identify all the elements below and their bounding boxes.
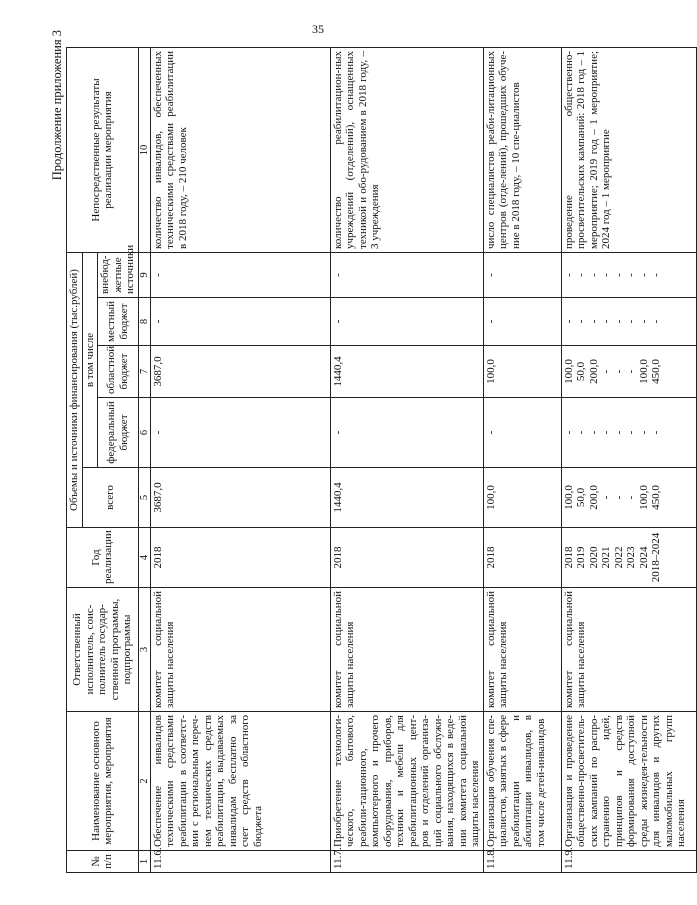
- row-responsible: комитет социальной защиты населения: [561, 588, 696, 712]
- row-federal-cell: [561, 398, 696, 468]
- row-number: 11.9.: [561, 851, 696, 873]
- row-total-cell: [561, 468, 696, 528]
- row-extra-value: -: [600, 273, 612, 277]
- row-extra-value: -: [637, 273, 650, 277]
- table-body: [138, 47, 696, 872]
- row-local-value: -: [612, 319, 625, 324]
- row-extra-cell: [483, 252, 561, 297]
- row-regional-value: 200,0: [587, 359, 600, 384]
- row-regional-value: 450,0: [650, 359, 662, 384]
- row-extra-cell: [150, 252, 330, 297]
- header-results: Непосредственные результаты реализации мероприятия: [67, 47, 139, 252]
- column-number: 10: [138, 47, 150, 252]
- row-federal-value: -: [600, 430, 612, 435]
- row-extra-value: -: [562, 273, 575, 277]
- row-regional-value: 1440,4: [331, 356, 344, 387]
- row-federal-cell: [483, 398, 561, 468]
- row-years-value: 2018: [151, 546, 164, 569]
- header-responsible: Ответственный исполнитель, соис-полнитель государ-ственной программы, подпрограммы: [67, 588, 139, 712]
- row-years-value: 2024: [637, 546, 650, 569]
- row-federal-value: -: [637, 430, 650, 435]
- row-years-value: 2021: [600, 546, 612, 569]
- row-federal-cell: [330, 398, 483, 468]
- row-number: 11.8.: [483, 851, 561, 873]
- column-number-row: [138, 47, 150, 872]
- row-local-value: -: [587, 319, 600, 324]
- table-row: [330, 47, 483, 872]
- header-local: местный бюджет: [98, 298, 139, 346]
- table-row: [483, 47, 561, 872]
- header-total: всего: [82, 468, 138, 528]
- row-number: 11.7.: [330, 851, 483, 873]
- row-local-value: -: [600, 319, 612, 324]
- row-years-cell: [561, 528, 696, 588]
- row-extra-value: -: [625, 273, 637, 277]
- row-years-value: 2018–2024: [650, 532, 662, 583]
- row-extra-value: -: [484, 273, 497, 277]
- row-regional-value: 100,0: [562, 359, 575, 384]
- row-regional-value: 100,0: [637, 359, 650, 384]
- row-local-value: -: [484, 319, 497, 324]
- row-regional-value: -: [625, 369, 637, 374]
- row-local-value: -: [151, 319, 164, 324]
- row-regional-value: -: [600, 369, 612, 374]
- column-number: 3: [138, 588, 150, 712]
- program-table: [66, 47, 697, 873]
- row-regional-value: 50,0: [575, 361, 587, 382]
- row-federal-value: -: [484, 430, 497, 435]
- document-body: [0, 5, 687, 905]
- row-years-value: 2020: [587, 546, 600, 569]
- header-regional: областной бюджет: [98, 346, 139, 398]
- column-number: 7: [138, 346, 150, 398]
- row-name: Обеспечение инвалидов техническими средствами реабилитации в соответст-вии с региональным переч-нем технических средств реабилитации, выдаваемых инвалидам бесплатно за счет средств областного бюджета: [150, 712, 330, 851]
- row-total-value: -: [600, 495, 612, 500]
- rotated-page: [0, 5, 687, 905]
- row-federal-value: -: [650, 430, 662, 435]
- row-extra-cell: [330, 252, 483, 297]
- column-number: 1: [138, 851, 150, 873]
- row-extra-value: -: [612, 273, 625, 277]
- row-years-cell: [150, 528, 330, 588]
- row-local-value: -: [625, 319, 637, 324]
- table-row: [150, 47, 330, 872]
- row-extra-value: -: [575, 273, 587, 277]
- row-regional-cell: [561, 346, 696, 398]
- column-number: 2: [138, 712, 150, 851]
- header-extra: внебюд-жетные источники: [98, 252, 139, 297]
- row-total-cell: [483, 468, 561, 528]
- row-extra-value: -: [331, 273, 344, 277]
- row-total-value: 1440,4: [331, 482, 344, 513]
- row-name: Организация и проведение общественно-просветитель-ских кампаний по распро-странению идей, принципов и средств формирования доступной среды жизнедея-тельности для инвалидов и других маломобильных групп населения: [561, 712, 696, 851]
- row-years-cell: [330, 528, 483, 588]
- row-local-value: -: [650, 319, 662, 324]
- row-total-value: -: [612, 495, 625, 500]
- row-years-value: 2023: [625, 546, 637, 569]
- row-regional-cell: [150, 346, 330, 398]
- row-result: проведение общественно-просветительских кампаний: 2018 год – 1 мероприятие; 2019 год – 1 мероприятие; 2024 год – 1 мероприятие: [561, 47, 696, 252]
- row-extra-value: -: [650, 273, 662, 277]
- row-name: Организация обучения спе-циалистов, занятых в сфере реабилитации и абилитации инвалидов, в том числе детей-инвалидов: [483, 712, 561, 851]
- row-local-value: -: [575, 319, 587, 324]
- row-years-value: 2019: [575, 546, 587, 569]
- row-extra-value: -: [151, 273, 164, 277]
- column-number: 5: [138, 468, 150, 528]
- header-name: Наименование основного мероприятия, мероприятия: [67, 712, 139, 851]
- header-including: в том числе: [82, 252, 98, 467]
- page-number: 35: [312, 22, 324, 36]
- row-local-cell: [330, 298, 483, 346]
- row-result: количество реабилитацион-ных учреждений (отделений), оснащенных техникой и обо-рудованием в 2018 году, – 3 учреждения: [330, 47, 483, 252]
- row-regional-cell: [330, 346, 483, 398]
- row-regional-cell: [483, 346, 561, 398]
- column-number: 4: [138, 528, 150, 588]
- row-years-value: 2018: [331, 546, 344, 569]
- column-number: 9: [138, 252, 150, 297]
- row-total-value: 450,0: [650, 485, 662, 510]
- row-local-value: -: [562, 319, 575, 324]
- row-local-cell: [483, 298, 561, 346]
- row-federal-value: -: [331, 430, 344, 435]
- row-years-value: 2018: [562, 546, 575, 569]
- row-federal-value: -: [625, 430, 637, 435]
- row-total-value: 200,0: [587, 485, 600, 510]
- header-federal: федеральный бюджет: [98, 398, 139, 468]
- row-years-cell: [483, 528, 561, 588]
- row-federal-value: -: [562, 430, 575, 435]
- column-number: 8: [138, 298, 150, 346]
- row-years-value: 2018: [484, 546, 497, 569]
- row-responsible: комитет социальной защиты населения: [330, 588, 483, 712]
- row-local-cell: [150, 298, 330, 346]
- row-total-value: 50,0: [575, 487, 587, 508]
- header-year: Год реализации: [67, 528, 139, 588]
- row-extra-value: -: [587, 273, 600, 277]
- row-total-value: 100,0: [484, 485, 497, 510]
- row-responsible: комитет социальной защиты населения: [150, 588, 330, 712]
- row-result: число специалистов реаби-литационных центров (отде-лений), прошедших обуче-ние в 2018 году, – 10 спе-циалистов: [483, 47, 561, 252]
- row-regional-value: 3687,0: [151, 356, 164, 387]
- row-total-cell: [150, 468, 330, 528]
- row-result: количество инвалидов, обеспеченных техническими средствами реабилитации в 2018 году, – 210 человек: [150, 47, 330, 252]
- continuation-title: Продолжение приложения 3: [50, 30, 64, 181]
- header-funding: Объемы и источники финансирования (тыс.рублей): [67, 252, 83, 527]
- header-no: № п/п: [67, 851, 139, 873]
- row-federal-value: -: [575, 430, 587, 435]
- table-row: [561, 47, 696, 872]
- row-local-value: -: [637, 319, 650, 324]
- row-federal-value: -: [151, 430, 164, 435]
- row-total-cell: [330, 468, 483, 528]
- row-federal-value: -: [612, 430, 625, 435]
- row-total-value: 100,0: [637, 485, 650, 510]
- row-total-value: 3687,0: [151, 482, 164, 513]
- row-responsible: комитет социальной защиты населения: [483, 588, 561, 712]
- row-name: Приобретение технологи-ческого, бытового, реабили-тационного, компьютерного и прочего оборудования, приборов, техники и мебели для реабилитационных цент-ров и отделений организа-ций социального обслужи-вания, находящихся в веде-нии комитета социальной защиты населения: [330, 712, 483, 851]
- row-regional-value: 100,0: [484, 359, 497, 384]
- row-federal-value: -: [587, 430, 600, 435]
- row-total-value: -: [625, 495, 637, 500]
- row-regional-value: -: [612, 369, 625, 374]
- column-number: 6: [138, 398, 150, 468]
- row-total-value: 100,0: [562, 485, 575, 510]
- row-local-value: -: [331, 319, 344, 324]
- row-local-cell: [561, 298, 696, 346]
- row-extra-cell: [561, 252, 696, 297]
- row-federal-cell: [150, 398, 330, 468]
- row-number: 11.6.: [150, 851, 330, 873]
- row-years-value: 2022: [612, 546, 625, 569]
